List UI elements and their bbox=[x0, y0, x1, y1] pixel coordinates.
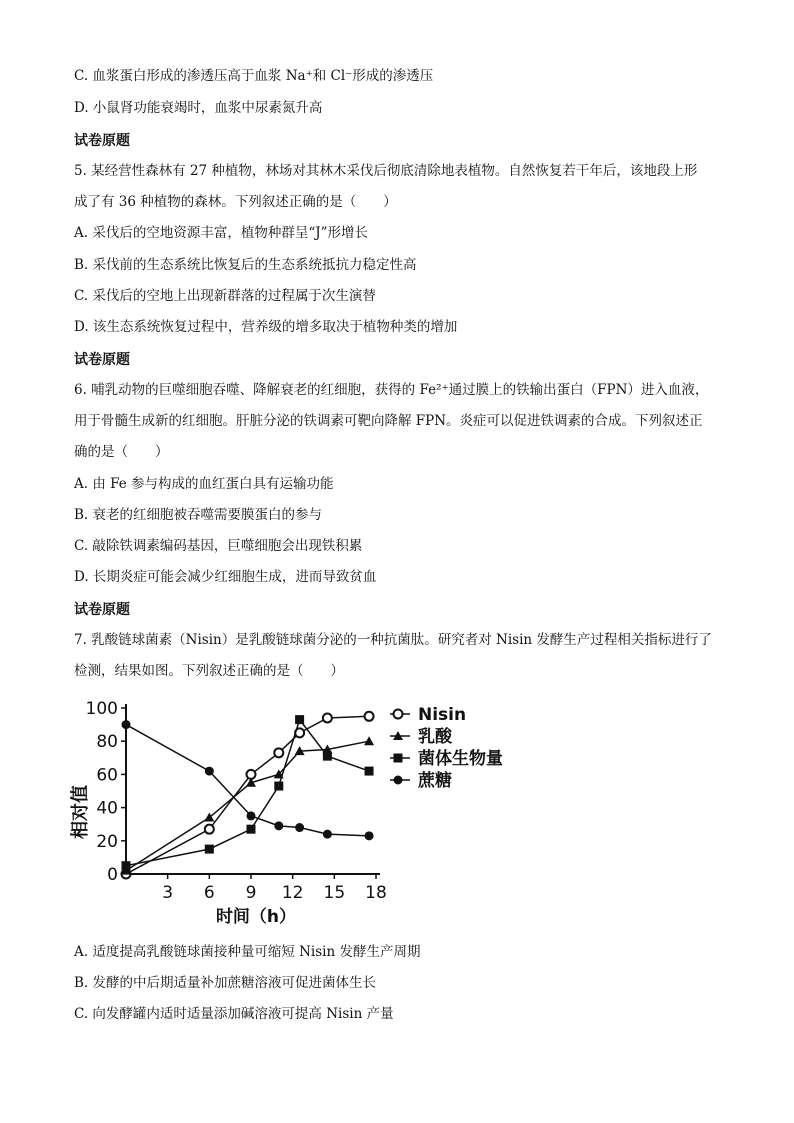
series-3-point bbox=[205, 845, 214, 854]
series-4-point bbox=[295, 823, 304, 832]
q7-option-a: A. 适度提高乳酸链球菌接种量可缩短 Nisin 发酵生产周期 bbox=[74, 944, 421, 960]
series-2-point bbox=[364, 736, 374, 745]
q6-stem-line-3: 确的是（ ） bbox=[74, 444, 169, 460]
series-3-point bbox=[247, 825, 256, 834]
series-3-point bbox=[274, 782, 283, 791]
series-2-line bbox=[126, 741, 369, 870]
q5-option-c: C. 采伐后的空地上出现新群落的过程属于次生演替 bbox=[74, 288, 376, 304]
q7-stem-line-2: 检测，结果如图。下列叙述正确的是（ ） bbox=[74, 663, 344, 679]
series-3-group bbox=[122, 715, 374, 870]
section-label: 试卷原题 bbox=[74, 133, 130, 149]
legend-label: 菌体生物量 bbox=[418, 749, 503, 769]
legend-marker bbox=[394, 710, 403, 719]
series-4-point bbox=[247, 811, 256, 820]
series-4-point bbox=[323, 830, 332, 839]
legend-label: 乳酸 bbox=[418, 727, 452, 747]
legend-label: 蔗糖 bbox=[418, 771, 452, 791]
series-3-point bbox=[295, 715, 304, 724]
series-4-point bbox=[205, 767, 214, 776]
legend-item bbox=[390, 726, 453, 747]
q7-line-chart bbox=[66, 694, 536, 934]
q5-stem-line-1: 5. 某经营性森林有 27 种植物，林场对其林木采伐后彻底清除地表植物。自然恢复若干年后，该地段上形 bbox=[74, 163, 698, 179]
chart-legend bbox=[390, 705, 503, 791]
q5-option-b: B. 采伐前的生态系统比恢复后的生态系统抵抗力稳定性高 bbox=[74, 257, 417, 273]
y-tick-label: 100 bbox=[85, 699, 118, 719]
section-label: 试卷原题 bbox=[74, 602, 130, 618]
x-tick-label: 15 bbox=[323, 883, 346, 903]
x-tick-label: 9 bbox=[245, 883, 257, 903]
q6-option-c: C. 敲除铁调素编码基因，巨噬细胞会出现铁积累 bbox=[74, 538, 363, 554]
legend-item bbox=[390, 748, 503, 769]
q4-option-d: D. 小鼠肾功能衰竭时，血浆中尿素氮升高 bbox=[74, 100, 323, 116]
series-1-point bbox=[365, 712, 374, 721]
y-tick-label: 40 bbox=[96, 798, 118, 819]
series-1-point bbox=[247, 770, 256, 779]
chart-series bbox=[121, 712, 374, 879]
legend-item bbox=[390, 770, 452, 791]
x-tick-label: 3 bbox=[162, 883, 174, 903]
q6-stem-line-2: 用于骨髓生成新的红细胞。肝脏分泌的铁调素可靶向降解 FPN。炎症可以促进铁调素的合成。下列叙述正 bbox=[74, 413, 703, 429]
legend-marker bbox=[394, 754, 403, 763]
series-4-point bbox=[365, 831, 374, 840]
q7-stem-line-1: 7. 乳酸链球菌素（Nisin）是乳酸链球菌分泌的一种抗菌肽。研究者对 Nisin 发酵生产过程相关指标进行了 bbox=[74, 632, 712, 648]
q7-option-c: C. 向发酵罐内适时适量添加碱溶液可提高 Nisin 产量 bbox=[74, 1006, 394, 1022]
q4-option-c: C. 血浆蛋白形成的渗透压高于血浆 Na⁺和 Cl⁻形成的渗透压 bbox=[74, 68, 434, 84]
q5-stem-line-2: 成了有 36 种植物的森林。下列叙述正确的是（ ） bbox=[74, 194, 397, 210]
series-2-group bbox=[121, 736, 374, 874]
x-tick-label: 12 bbox=[281, 883, 304, 903]
legend-label: Nisin bbox=[418, 705, 467, 725]
series-1-group bbox=[122, 712, 374, 879]
q6-option-b: B. 衰老的红细胞被吞噬需要膜蛋白的参与 bbox=[74, 507, 323, 523]
q7-option-b: B. 发酵的中后期适量补加蔗糖溶液可促进菌体生长 bbox=[74, 975, 377, 991]
series-1-point bbox=[323, 713, 332, 722]
legend-item bbox=[390, 705, 466, 725]
series-1-line bbox=[126, 716, 369, 874]
legend-marker bbox=[394, 776, 403, 785]
series-4-point bbox=[122, 720, 131, 729]
series-1-point bbox=[205, 825, 214, 834]
series-4-point bbox=[274, 821, 283, 830]
y-tick-label: 60 bbox=[96, 765, 118, 786]
x-tick-label: 6 bbox=[203, 883, 215, 903]
series-4-group bbox=[122, 720, 374, 840]
y-tick-label: 20 bbox=[96, 831, 118, 852]
series-4-line bbox=[126, 725, 369, 836]
x-axis-label: 时间（h） bbox=[215, 907, 297, 927]
section-label: 试卷原题 bbox=[74, 352, 130, 368]
series-3-point bbox=[365, 767, 374, 776]
y-tick-label: 0 bbox=[107, 865, 118, 885]
series-3-point bbox=[122, 861, 131, 870]
q6-stem-line-1: 6. 哺乳动物的巨噬细胞吞噬、降解衰老的红细胞，获得的 Fe²⁺通过膜上的铁输出蛋白（FPN）进入血液， bbox=[74, 382, 709, 398]
y-axis-label: 相对值 bbox=[70, 785, 91, 839]
q6-option-a: A. 由 Fe 参与构成的血红蛋白具有运输功能 bbox=[74, 476, 334, 492]
series-3-line bbox=[126, 720, 369, 866]
x-tick-label: 18 bbox=[365, 883, 387, 903]
series-3-point bbox=[323, 752, 332, 761]
series-1-point bbox=[274, 748, 283, 757]
y-tick-label: 80 bbox=[96, 732, 118, 753]
q5-option-a: A. 采伐后的空地资源丰富，植物种群呈“J”形增长 bbox=[74, 225, 369, 241]
q5-option-d: D. 该生态系统恢复过程中，营养级的增多取决于植物种类的增加 bbox=[74, 319, 458, 335]
q6-option-d: D. 长期炎症可能会减少红细胞生成，进而导致贫血 bbox=[74, 569, 377, 585]
